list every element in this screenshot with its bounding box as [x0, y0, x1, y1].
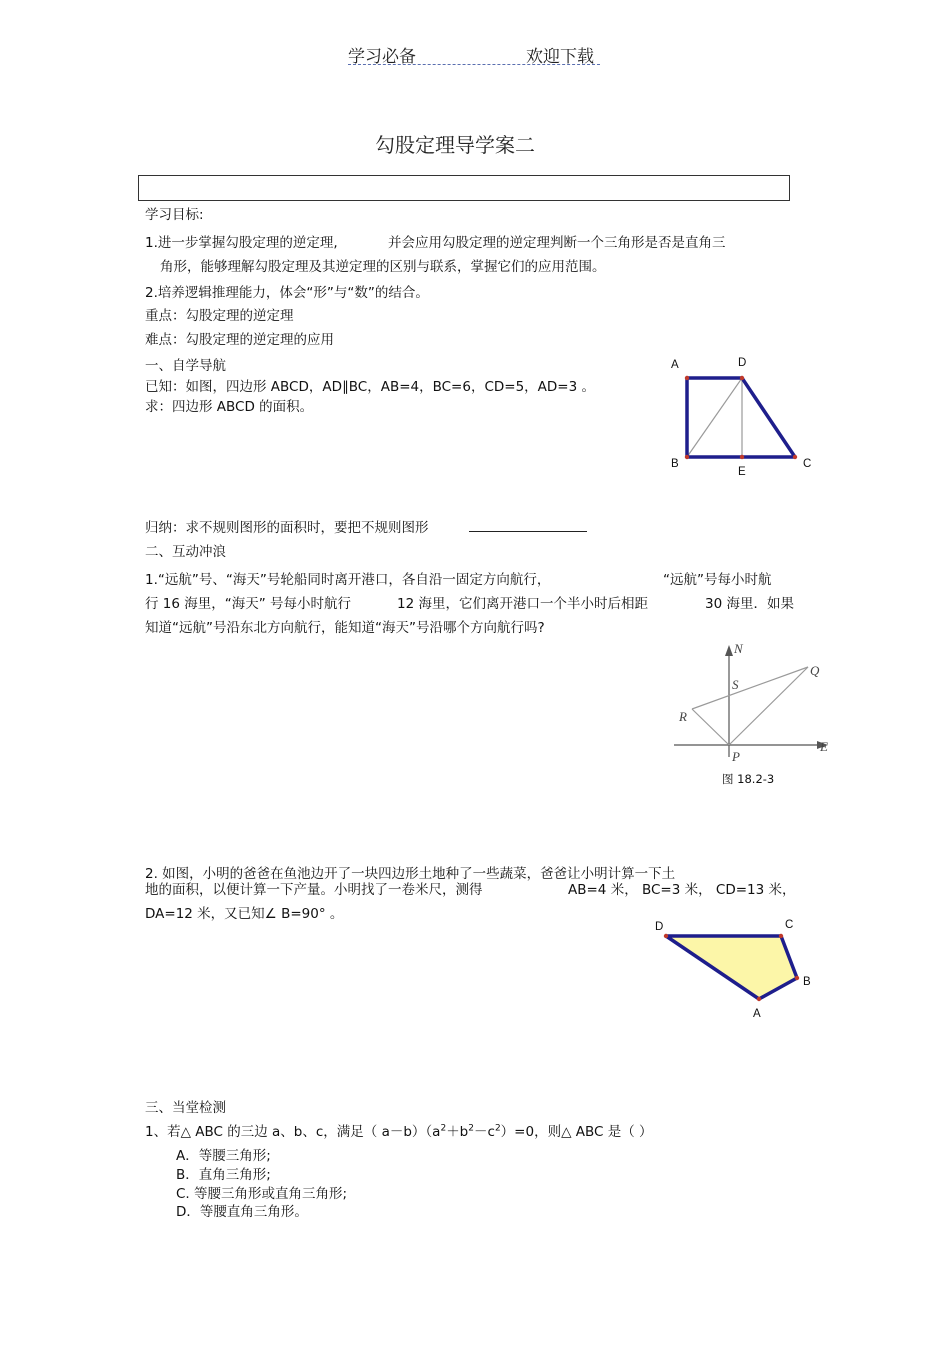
line-rq	[692, 667, 808, 709]
goal-1-part-b: 并会应用勾股定理的逆定理判断一个三角形是否是直角三	[388, 235, 726, 251]
question1: 1、若△ ABC 的三边 a、b、c，满足（ $a-b)(a^2+b^2-c^2)=0$，则△ ABC 是（ ）	[145, 1123, 653, 1140]
diagonal-bd	[687, 378, 742, 457]
problem1-line2-a: 行 16 海里，“海天” 号每小时航行	[145, 596, 352, 612]
field-figure	[648, 915, 818, 1025]
option-d[interactable]: D．等腰直角三角形。	[176, 1204, 308, 1220]
label-e: E	[820, 739, 828, 754]
label-a: A	[753, 1008, 761, 1020]
section1-given: 已知：如图，四边形 ABCD，AD∥BC，AB=4，BC=6，CD=5，AD=3 。	[145, 379, 595, 395]
problem2-line3: DA=12 米，又已知∠ B=90° 。	[145, 906, 344, 922]
goal-2: 2.培养逻辑推理能力，体会“形”与“数”的结合。	[145, 285, 429, 301]
answer-blank[interactable]	[469, 519, 587, 532]
label-s: S	[732, 677, 739, 692]
label-r: R	[679, 709, 687, 724]
section3-heading: 三、当堂检测	[145, 1100, 226, 1116]
label-c: C	[785, 919, 794, 931]
label-b: B	[803, 976, 811, 988]
option-a[interactable]: A．等腰三角形;	[176, 1148, 271, 1164]
option-b[interactable]: B．直角三角形;	[176, 1167, 271, 1183]
label-p: P	[732, 749, 740, 764]
difficulty: 难点：勾股定理的逆定理的应用	[145, 332, 334, 348]
page-title: 勾股定理导学案二	[375, 133, 535, 157]
trapezoid-abcd	[687, 378, 795, 457]
section1-heading: 一、自学导航	[145, 358, 226, 374]
label-e: E	[738, 466, 746, 478]
option-c[interactable]: C. 等腰三角形或直角三角形;	[176, 1186, 348, 1202]
label-c: C	[803, 458, 812, 470]
label-b: B	[671, 458, 679, 470]
problem1-line1-a: 1.“远航”号、“海天”号轮船同时离开港口，各自沿一固定方向航行，	[145, 572, 551, 588]
header-right: 欢迎下载	[526, 47, 594, 67]
problem1-line1-b: “远航”号每小时航	[663, 572, 772, 588]
figure-caption: 图 18.2-3	[722, 772, 775, 786]
problem2-line2-a: 地的面积，以便计算一下产量。小明找了一卷米尺，测得	[145, 882, 483, 898]
section2-heading: 二、互动冲浪	[145, 544, 226, 560]
goal-1-part-c: 角形，能够理解勾股定理及其逆定理的区别与联系，掌握它们的应用范围。	[160, 259, 606, 275]
label-a: A	[671, 359, 679, 371]
problem2-line1: 2. 如图，小明的爸爸在鱼池边开了一块四边形土地种了一些蔬菜，爸爸让小明计算一下土	[145, 866, 676, 882]
trapezoid-figure	[665, 350, 825, 485]
section1-ask: 求：四边形 ABCD 的面积。	[145, 399, 314, 415]
label-d: D	[738, 357, 747, 369]
summary-line	[145, 516, 587, 536]
problem1-line2-c: 30 海里．如果	[705, 596, 794, 612]
label-n: N	[734, 641, 743, 656]
problem2-line2-b: AB=4 米， BC=3 米， CD=13 米，	[568, 882, 796, 898]
key-point: 重点：勾股定理的逆定理	[145, 308, 294, 324]
header-left: 学习必备	[348, 47, 416, 67]
goal-1-part-a: 1.进一步掌握勾股定理的逆定理,	[145, 235, 338, 251]
summary-text: 归纳：求不规则图形的面积时，要把不规则图形	[145, 520, 429, 536]
header-divider	[348, 64, 600, 65]
line-pr	[692, 709, 729, 745]
empty-box	[138, 175, 790, 201]
line-pq	[729, 667, 808, 745]
problem1-line3: 知道“远航”号沿东北方向航行，能知道“海天”号沿哪个方向航行吗?	[145, 620, 545, 636]
goals-heading: 学习目标:	[145, 207, 204, 223]
problem1-line2-b: 12 海里，它们离开港口一个半小时后相距	[397, 596, 648, 612]
label-d: D	[655, 921, 664, 933]
field-quadrilateral	[666, 936, 797, 999]
label-q: Q	[810, 663, 820, 678]
navigation-figure	[668, 635, 838, 765]
